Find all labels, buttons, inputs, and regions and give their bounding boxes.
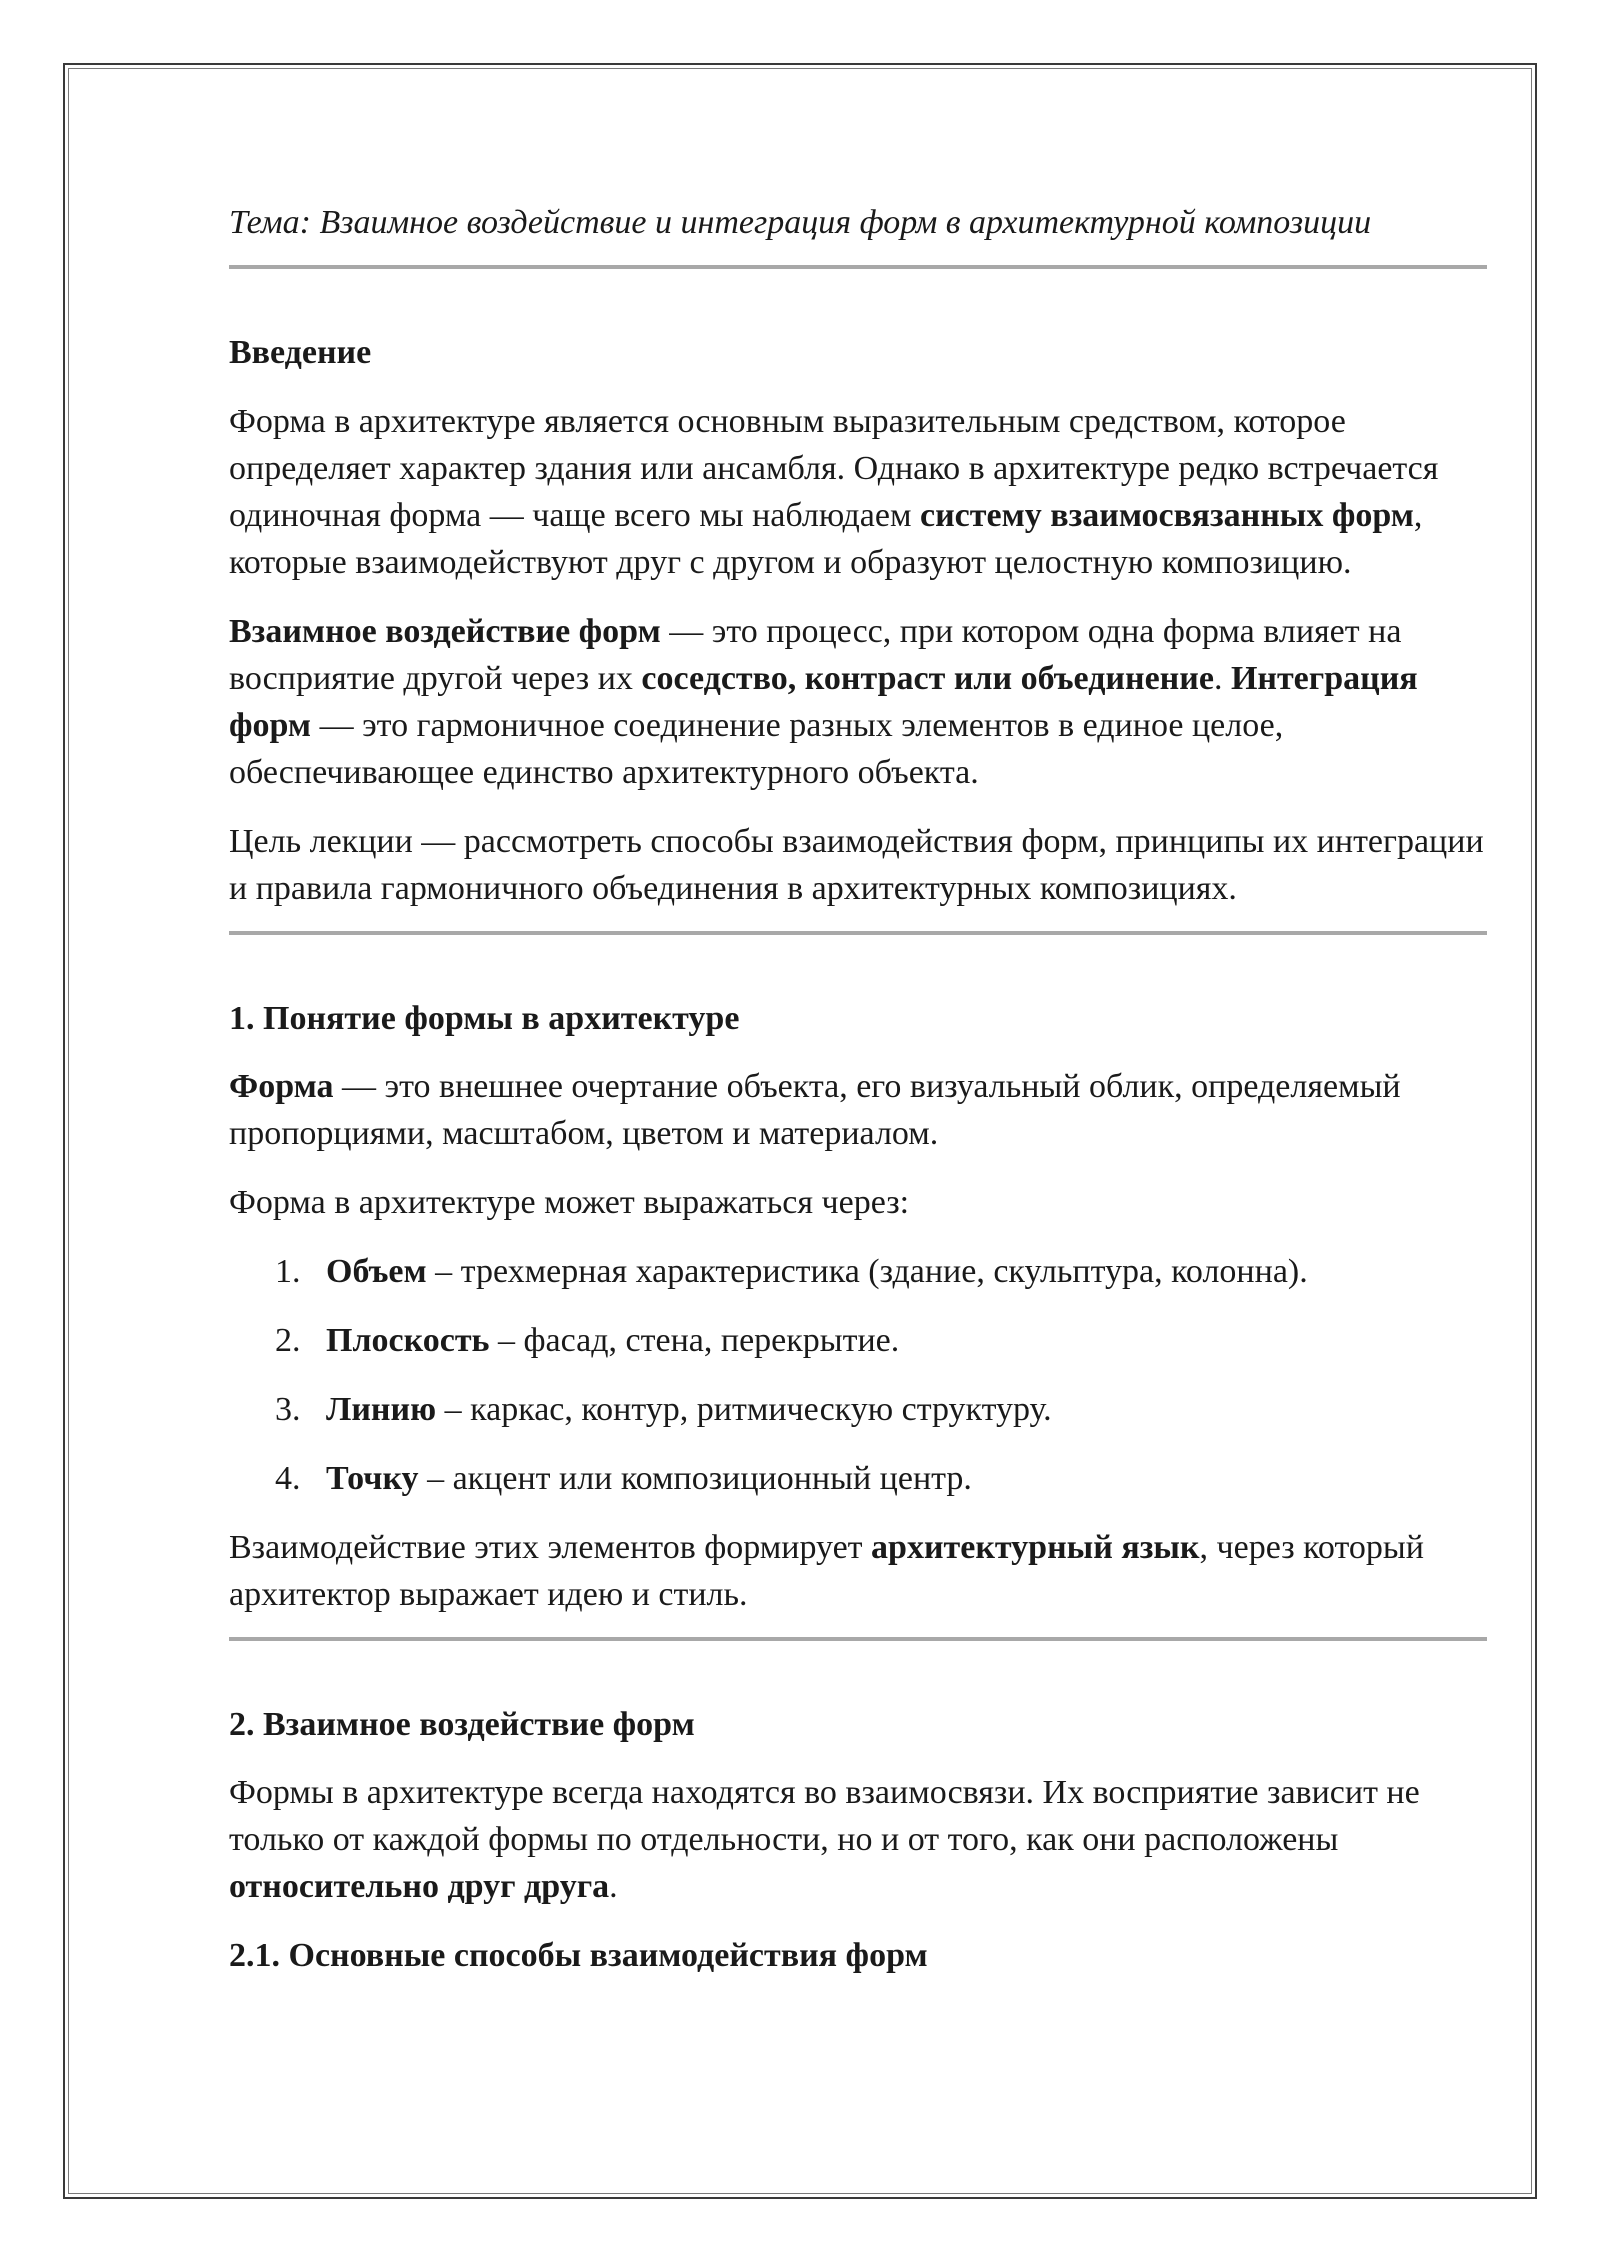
list-item-text: – каркас, контур, ритмическую структуру.	[436, 1391, 1052, 1428]
intro-paragraph-2	[229, 608, 1487, 796]
section-1-paragraph-2: Форма в архитектуре может выражаться через:	[229, 1184, 910, 1221]
intro-p1-bold-1: систему взаимосвязанных форм	[920, 497, 1414, 534]
section-1-paragraph-1	[229, 1063, 1487, 1157]
list-item	[229, 1386, 1487, 1433]
section-2-1-subheading: 2.1. Основные способы взаимодействия форм	[229, 1937, 928, 1974]
list-item-text: – трехмерная характеристика (здание, скульптура, колонна).	[426, 1253, 1308, 1290]
section-2-heading: 2. Взаимное воздействие форм	[229, 1706, 695, 1743]
intro-p2-bold-3: Интеграция форм	[229, 660, 1418, 744]
document-topic: Тема: Взаимное воздействие и интеграция форм в архитектурной композиции	[229, 204, 1372, 241]
s1-p3-text-1: Взаимодействие этих элементов формирует	[229, 1529, 872, 1566]
s1-p3-bold-1: архитектурный язык	[871, 1529, 1200, 1566]
s2-p1-bold-1: относительно друг друга	[229, 1868, 610, 1905]
intro-heading: Введение	[229, 334, 372, 371]
section-divider	[229, 1637, 1487, 1641]
document-body	[229, 199, 1487, 1979]
list-item-term: Линию	[326, 1391, 437, 1428]
intro-p2-text-1: — это процесс, при котором одна форма влияет на восприятие другой через их	[229, 613, 1402, 697]
list-item-number: 2.	[275, 1322, 301, 1359]
section-divider	[229, 265, 1487, 269]
list-item	[229, 1248, 1487, 1295]
list-item-number: 4.	[275, 1460, 301, 1497]
list-item	[229, 1317, 1487, 1364]
intro-p2-text-2: .	[1213, 660, 1231, 697]
list-item-number: 3.	[275, 1391, 301, 1428]
forms-list	[229, 1248, 1487, 1502]
section-1-heading: 1. Понятие формы в архитектуре	[229, 1000, 740, 1037]
intro-paragraph-3: Цель лекции — рассмотреть способы взаимодействия форм, принципы их интеграции и правила гармоничного объединения в архитектурных композициях.	[229, 823, 1484, 907]
list-item-term: Точку	[326, 1460, 419, 1497]
list-item-text: – акцент или композиционный центр.	[418, 1460, 972, 1497]
s2-p1-text-2: .	[609, 1868, 618, 1905]
section-2-paragraph-1	[229, 1769, 1487, 1910]
intro-p2-bold-1: Взаимное воздействие форм	[229, 613, 661, 650]
intro-p1-text-2: , которые взаимодействуют друг с другом и образуют целостную композицию.	[229, 497, 1423, 581]
intro-p2-text-3: — это гармоничное соединение разных элементов в единое целое, обеспечивающее единство архитектурного объекта.	[229, 707, 1284, 791]
section-divider	[229, 931, 1487, 935]
s1-p3-text-2: , через который архитектор выражает идею и стиль.	[229, 1529, 1424, 1613]
list-item-term: Плоскость	[326, 1322, 490, 1359]
list-item	[229, 1455, 1487, 1502]
intro-p2-bold-2: соседство, контраст или объединение	[641, 660, 1214, 697]
list-item-text: – фасад, стена, перекрытие.	[489, 1322, 900, 1359]
intro-p1-text-1: Форма в архитектуре является основным выразительным средством, которое определяет характер здания или ансамбля. Однако в архитектуре редко встречается одиночная форма — чаще всего мы наблюдаем	[229, 403, 1439, 534]
intro-paragraph-1	[229, 398, 1487, 586]
s1-p1-bold-1: Форма	[229, 1068, 334, 1105]
s1-p1-text-1: — это внешнее очертание объекта, его визуальный облик, определяемый пропорциями, масштабом, цветом и материалом.	[229, 1068, 1401, 1152]
section-1-paragraph-3	[229, 1524, 1487, 1618]
list-item-number: 1.	[275, 1253, 301, 1290]
s2-p1-text-1: Формы в архитектуре всегда находятся во взаимосвязи. Их восприятие зависит не только от каждой формы по отдельности, но и от того, как они расположены	[229, 1774, 1420, 1858]
list-item-term: Объем	[326, 1253, 427, 1290]
